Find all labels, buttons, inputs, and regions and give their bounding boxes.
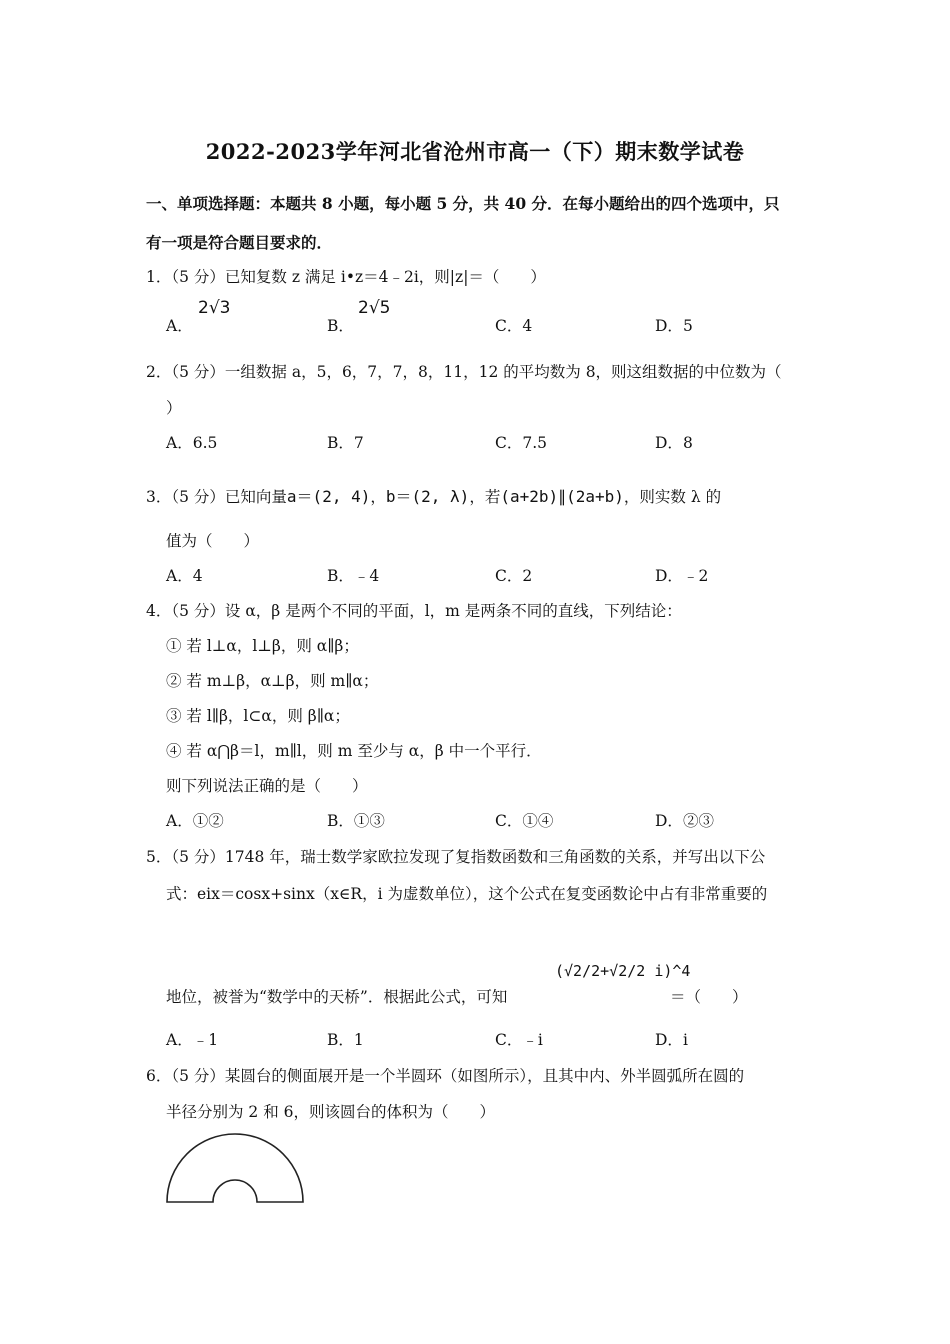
question-number: 5． <box>146 848 172 866</box>
question-5 <box>146 845 765 867</box>
parallel-symbol: ∥ <box>558 487 567 506</box>
condition-right: (2a+b) <box>566 487 624 506</box>
page-title: 2022-2023学年河北省沧州市高一（下）期末数学试卷 <box>205 139 745 164</box>
option-d: D．②③ <box>655 812 714 830</box>
vector-b: b＝(2, λ) <box>385 487 470 506</box>
question-4 <box>146 599 682 621</box>
question-6 <box>146 1064 744 1086</box>
option-c: C．﹣i <box>495 1031 543 1049</box>
question-2 <box>146 360 782 382</box>
option-b: B．①③ <box>327 812 385 830</box>
option-a: A． <box>166 317 193 335</box>
question-number: 3． <box>146 488 172 506</box>
question-4-ask: 则下列说法正确的是（ ） <box>166 777 368 795</box>
question-number: 1． <box>146 268 172 286</box>
option-d: D．8 <box>655 434 693 452</box>
section-heading-line2: 有一项是符合题目要求的． <box>146 233 333 252</box>
question-5-line3: 地位，被誉为“数学中的天桥”．根据此公式，可知 <box>166 988 508 1006</box>
question-2-line2: ） <box>166 399 182 417</box>
statement-1: ① 若 l⊥α，l⊥β，则 α∥β； <box>166 637 359 655</box>
option-a: A．①② <box>166 812 224 830</box>
condition-left: (a+2b) <box>500 487 559 506</box>
option-b: B．﹣4 <box>327 567 380 585</box>
question-3-line2: 值为（ ） <box>166 532 260 550</box>
option-c: C．7.5 <box>495 434 548 452</box>
question-number: 4． <box>146 602 172 620</box>
question-text: （5 分）某圆台的侧面展开是一个半圆环（如图所示），且其中内、外半圆弧所在圆的 <box>171 1067 745 1085</box>
section-heading-line1: 一、单项选择题：本题共 8 小题，每小题 5 分，共 40 分．在每小题给出的四个选项中，只 <box>146 194 780 213</box>
question-text: （5 分）已知复数 z 满足 i•z＝4﹣2i，则|z|＝（ ） <box>171 268 546 286</box>
option-a: A．﹣1 <box>166 1031 219 1049</box>
statement-3: ③ 若 l∥β，l⊂α，则 β∥α； <box>166 707 350 725</box>
option-b: B．1 <box>327 1031 364 1049</box>
question-text: （5 分）设 α，β 是两个不同的平面，l，m 是两条不同的直线，下列结论： <box>171 602 682 620</box>
question-6-line2: 半径分别为 2 和 6，则该圆台的体积为（ ） <box>166 1103 496 1121</box>
question-number: 2． <box>146 363 172 381</box>
statement-2: ② 若 m⊥β，α⊥β，则 m∥α； <box>166 672 379 690</box>
half-annulus-outline <box>167 1134 303 1202</box>
question-5-line2: 式：eix＝cosx+sinx（x∈R，i 为虚数单位），这个公式在复变函数论中占有非常重要的 <box>166 885 768 903</box>
option-d: D．i <box>655 1031 688 1049</box>
question-number: 6． <box>146 1067 172 1085</box>
question-5-tail: ＝（ ） <box>670 988 748 1006</box>
option-b-value: 2√5 <box>358 298 391 318</box>
statement-4: ④ 若 α⋂β＝l，m∥l，则 m 至少与 α，β 中一个平行． <box>166 742 542 760</box>
option-c: C．①④ <box>495 812 554 830</box>
option-a-value: 2√3 <box>198 298 231 318</box>
option-d: D．5 <box>655 317 693 335</box>
option-b: B． <box>327 317 354 335</box>
question-text: （5 分）一组数据 a，5，6，7，7，8，11，12 的平均数为 8，则这组数据的中位数为（ <box>171 363 782 381</box>
question-1 <box>146 265 546 287</box>
option-a: A．4 <box>166 567 203 585</box>
question-3: 3．（5 分）已知向量a＝(2, 4)，b＝(2, λ)，若(a+2b)∥(2a+b)，则实数 λ 的 <box>146 487 722 506</box>
vector-a: a＝(2, 4) <box>286 487 371 506</box>
question-text: （5 分）1748 年，瑞士数学家欧拉发现了复指数函数和三角函数的关系，并写出以下公 <box>171 848 766 866</box>
option-c: C．2 <box>495 567 533 585</box>
option-d: D．﹣2 <box>655 567 709 585</box>
option-a: A．6.5 <box>166 434 218 452</box>
option-c: C．4 <box>495 317 533 335</box>
half-annulus-figure <box>160 1125 310 1210</box>
option-b: B．7 <box>327 434 364 452</box>
euler-formula-expression: (√2/2+√2/2 i)^4 <box>555 962 691 980</box>
